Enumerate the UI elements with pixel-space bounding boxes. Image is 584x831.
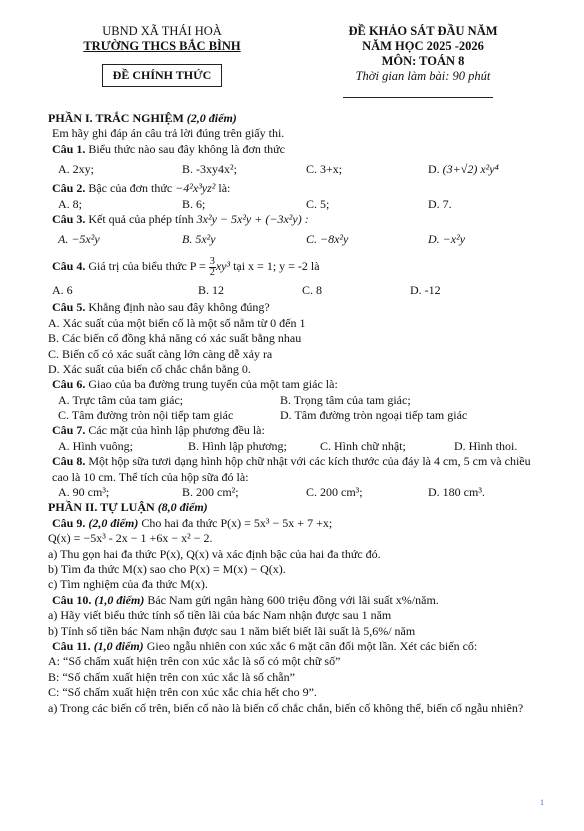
subject: MÔN: TOÁN 8 bbox=[381, 54, 465, 68]
q2-option-b: B. 6; bbox=[182, 196, 206, 211]
q7-option-b: B. Hình lập phương; bbox=[188, 438, 287, 453]
question-4: Câu 4. Giá trị của biểu thức P = $\frac{3}{2}$ xy³ tại x = 1; y = -2 là bbox=[52, 256, 320, 279]
part1-heading: PHẦN I. TRẮC NGHIỆM (2,0 điểm) bbox=[48, 111, 237, 125]
q10-part-b: b) Tính số tiền bác Nam nhận được sau 1 năm biết biết lãi suất là 5,6%/ năm bbox=[48, 623, 416, 638]
page-number: 1 bbox=[540, 798, 544, 807]
q1-option-c: C. 3+x; bbox=[306, 162, 343, 177]
q8-option-b: B. 200 cm²; bbox=[182, 485, 239, 500]
question-9: Câu 9. (2,0 điểm) Cho hai đa thức P(x) = 5x³ − 5x + 7 +x; bbox=[52, 515, 333, 530]
q9-part-c: c) Tìm nghiệm của đa thức M(x). bbox=[48, 577, 208, 592]
q8-option-c: C. 200 cm³; bbox=[306, 485, 363, 500]
question-5: Câu 5. Khẳng định nào sau đây không đúng? bbox=[52, 300, 270, 315]
q3-option-c: C. −8x²y bbox=[306, 232, 349, 247]
exam-content bbox=[48, 111, 548, 716]
part2-heading: PHẦN II. TỰ LUẬN (8,0 điểm) bbox=[48, 500, 208, 515]
school-name: TRƯỜNG THCS BẮC BÌNH bbox=[83, 39, 241, 53]
q4-option-b: B. 12 bbox=[198, 283, 225, 298]
q5-option-a: A. Xác suất của một biến cố là một số nằm từ 0 đến 1 bbox=[48, 315, 306, 330]
q5-option-c: C. Biến cố có xác suất càng lớn càng dễ xảy ra bbox=[48, 346, 273, 361]
q4-fraction: $\frac{3}{2}$ bbox=[209, 256, 215, 279]
exam-title: ĐỀ KHẢO SÁT ĐẦU NĂM bbox=[348, 24, 498, 38]
q9-part-b: b) Tìm đa thức M(x) sao cho P(x) = M(x) − Q(x). bbox=[48, 562, 286, 577]
question-1-options bbox=[48, 157, 548, 181]
q1-option-a: A. 2xy; bbox=[58, 162, 94, 177]
q11-event-c: C: “Số chấm xuất hiện trên con xúc xắc chia hết cho 9”. bbox=[48, 685, 317, 700]
official-label: ĐỀ CHÍNH THỨC bbox=[102, 64, 223, 87]
q6-option-c: C. Tâm đường tròn nội tiếp tam giác bbox=[58, 408, 234, 423]
question-6-options-1 bbox=[48, 393, 548, 408]
q4-option-c: C. 8 bbox=[302, 283, 323, 298]
q1-option-d: D. (3+√2) x²y⁴ bbox=[428, 162, 499, 177]
q5-option-d: D. Xác suất của biến cố chắc chắn bằng 0. bbox=[48, 361, 251, 376]
q10-part-a: a) Hãy viết biểu thức tính số tiền lãi của bác Nam nhận được sau 1 năm bbox=[48, 608, 392, 623]
district-name: UBND XÃ THÁI HOÀ bbox=[102, 24, 222, 38]
question-4-options bbox=[48, 281, 548, 300]
question-7: Câu 7. Các mặt của hình lập phương đều là: bbox=[52, 423, 265, 438]
question-7-options bbox=[48, 439, 548, 454]
q8-option-a: A. 90 cm³; bbox=[58, 485, 110, 500]
question-8: Câu 8. Một hộp sữa tươi dạng hình hộp chữ nhật với các kích thước của đáy là 4 cm, 5 cm và chiều cao là 10 cm. Thể tích của hộp sữa đó là: bbox=[52, 454, 531, 484]
q9-part-a: a) Thu gọn hai đa thức P(x), Q(x) và xác định bậc của hai đa thức đó. bbox=[48, 546, 381, 561]
header-left bbox=[62, 24, 262, 87]
q6-option-b: B. Trọng tâm của tam giác; bbox=[280, 392, 411, 407]
question-3-options bbox=[48, 227, 548, 251]
q11-part-a: a) Trong các biến cố trên, biến cố nào là biến cố chắc chắn, biến cố không thể, biến cố ngẫu nhiên? bbox=[48, 700, 524, 715]
question-10: Câu 10. (1,0 điểm) Bác Nam gửi ngân hàng 600 triệu đồng với lãi suất x%/năm. bbox=[52, 592, 439, 607]
q7-option-c: C. Hình chữ nhật; bbox=[320, 438, 406, 453]
header-right bbox=[318, 24, 528, 84]
q2-option-a: A. 8; bbox=[58, 196, 82, 211]
q2-option-d: D. 7. bbox=[428, 196, 452, 211]
question-11: Câu 11. (1,0 điểm) Gieo ngẫu nhiên con xúc xắc 6 mặt cân đối một lần. Xét các biến cố: bbox=[52, 638, 478, 653]
q7-option-d: D. Hình thoi. bbox=[454, 438, 518, 453]
q3-option-a: A. −5x²y bbox=[58, 232, 100, 247]
time-limit: Thời gian làm bài: 90 phút bbox=[355, 69, 491, 83]
q2-option-c: C. 5; bbox=[306, 196, 330, 211]
q5-option-b: B. Các biến cố đồng khả năng có xác suất bằng nhau bbox=[48, 331, 302, 346]
part1-instruction: Em hãy ghi đáp án câu trả lời đúng trên giấy thi. bbox=[52, 126, 285, 141]
question-3: Câu 3. Kết quả của phép tính 3x²y − 5x²y + (−3x²y) : bbox=[52, 211, 309, 226]
q11-event-b: B: “Số chấm xuất hiện trên con xúc xắc là số chẵn” bbox=[48, 669, 295, 684]
question-6-options-2 bbox=[48, 408, 548, 423]
q7-option-a: A. Hình vuông; bbox=[58, 438, 133, 453]
school-year: NĂM HỌC 2025 -2026 bbox=[362, 39, 484, 53]
q4-option-d: D. -12 bbox=[410, 283, 441, 298]
q3-option-b: B. 5x²y bbox=[182, 232, 216, 247]
question-2: Câu 2. Bậc của đơn thức −4²x³yz² là: bbox=[52, 181, 231, 196]
question-8-options bbox=[48, 485, 548, 500]
q3-option-d: D. −x²y bbox=[428, 232, 466, 247]
q6-option-a: A. Trực tâm của tam giác; bbox=[58, 392, 184, 407]
question-2-options bbox=[48, 197, 548, 212]
q9-polynomial-q: Q(x) = −5x³ - 2x − 1 +6x − x² − 2. bbox=[48, 531, 213, 546]
header-rule bbox=[343, 97, 493, 98]
question-6: Câu 6. Giao của ba đường trung tuyến của một tam giác là: bbox=[52, 377, 338, 392]
q4-option-a: A. 6 bbox=[52, 283, 73, 298]
q1-option-b: B. -3xy4x²; bbox=[182, 162, 237, 177]
question-1: Câu 1. Biểu thức nào sau đây không là đơn thức bbox=[52, 141, 285, 156]
q11-event-a: A: “Số chấm xuất hiện trên con xúc xắc là số có một chữ số” bbox=[48, 654, 341, 669]
q8-option-d: D. 180 cm³. bbox=[428, 485, 485, 500]
q6-option-d: D. Tâm đường tròn ngoại tiếp tam giác bbox=[280, 408, 468, 423]
